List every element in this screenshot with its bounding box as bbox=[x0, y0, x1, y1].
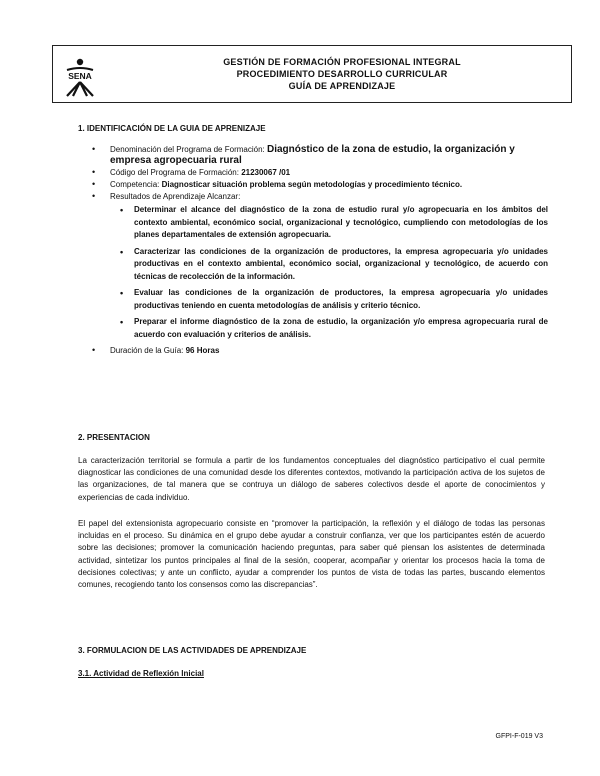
header-title-line1: GESTIÓN DE FORMACIÓN PROFESIONAL INTEGRAL bbox=[223, 57, 461, 67]
program-item bbox=[78, 144, 548, 166]
program-label: Denominación del Programa de Formación: bbox=[110, 145, 267, 154]
identification-list bbox=[78, 144, 548, 357]
section1-heading: 1. IDENTIFICACIÓN DE LA GUIA DE APRENIZAJE bbox=[78, 124, 266, 133]
duration-value: 96 Horas bbox=[185, 346, 220, 355]
section3-1-heading: 3.1. Actividad de Reflexión Inicial bbox=[78, 669, 204, 678]
competence-value: Diagnosticar situación problema según metodologías y procedimiento técnico. bbox=[161, 180, 463, 189]
competence-item bbox=[78, 179, 548, 190]
header-title bbox=[123, 56, 561, 92]
section2-heading: 2. PRESENTACION bbox=[78, 433, 150, 442]
competence-label: Competencia: bbox=[110, 180, 162, 189]
header-title-line2: PROCEDIMIENTO DESARROLLO CURRICULAR bbox=[236, 69, 448, 79]
results-list bbox=[110, 204, 548, 341]
section3-heading: 3. FORMULACION DE LAS ACTIVIDADES DE APRENDIZAJE bbox=[78, 646, 307, 655]
result-item: • Evaluar las condiciones de la organización de productores, la empresa agropecuaria y/o unidades productivas teniendo en cuenta metodologías de análisis y criterio técnico. bbox=[110, 287, 548, 312]
svg-text:SENA: SENA bbox=[68, 71, 92, 81]
program-value: Diagnóstico de la zona de estudio, la organización y empresa agropecuaria rural bbox=[110, 144, 515, 166]
presentation-paragraph-2: El papel del extensionista agropecuario consiste en “promover la participación, la reflexión y el diálogo de todas las personas incluidas en el proceso. Su dinámica en el grupo debe ayudar a construir confianza, ver que los participantes estén de acuerdo sobre las decisiones; promover la comunicación haciendo preguntas, para saber qué piensan los asistentes de determinada actividad, sintetizar los puntos principales al final de la sesión, cooperar, acompañar y orientar los procesos hacia la toma de decisiones colectivas; y ante un conflicto, ayudar a comprender los puntos de vista de todas las partes, buscando elementos comunes, recogiendo tanto los consensos como las discrepancias”. bbox=[78, 519, 545, 590]
result-item: • Caracterizar las condiciones de la organización de productores, la empresa agropecuaria y/o unidades productivas en el contexto ambiental, económico social, organizacional y tecnológico, de acuerdo con técnicas de recolección de la información. bbox=[110, 246, 548, 284]
sena-logo-icon bbox=[59, 56, 101, 98]
header-title-line3: GUÍA DE APRENDIZAJE bbox=[288, 81, 396, 91]
code-value: 21230067 /01 bbox=[241, 168, 291, 177]
presentation-paragraph-1: La caracterización territorial se formula a partir de los fundamentos conceptuales del diagnóstico participativo el cual permite diagnosticar las condiciones de una comunidad desde los diferentes contextos, motivando la participación activa de los sujetos de las organizaciones, de tal manera que se contruya un diálogo de saberes colectivos desde el aporte de conocimientos y experiencias de cada individuo. bbox=[78, 456, 545, 502]
results-label: Resultados de Aprendizaje Alcanzar: bbox=[110, 192, 241, 201]
code-item bbox=[78, 167, 548, 178]
results-item bbox=[78, 191, 548, 341]
duration-item bbox=[78, 345, 548, 356]
result-item: • Determinar el alcance del diagnóstico de la zona de estudio rural y/o agropecuaria en los ámbitos del contexto ambiental, económico social, organizacional y tecnológico, cumpliendo con metodologías de los planes departamentales de extensión agropecuaria. bbox=[110, 204, 548, 242]
document-header bbox=[52, 45, 572, 103]
code-label: Código del Programa de Formación: bbox=[110, 168, 242, 177]
footer-code: GFPI-F-019 V3 bbox=[495, 733, 543, 740]
result-item: • Preparar el informe diagnóstico de la zona de estudio, la organización y/o empresa agropecuaria rural de acuerdo con evaluación y criterios de análisis. bbox=[110, 316, 548, 341]
duration-label: Duración de la Guía: bbox=[110, 346, 186, 355]
